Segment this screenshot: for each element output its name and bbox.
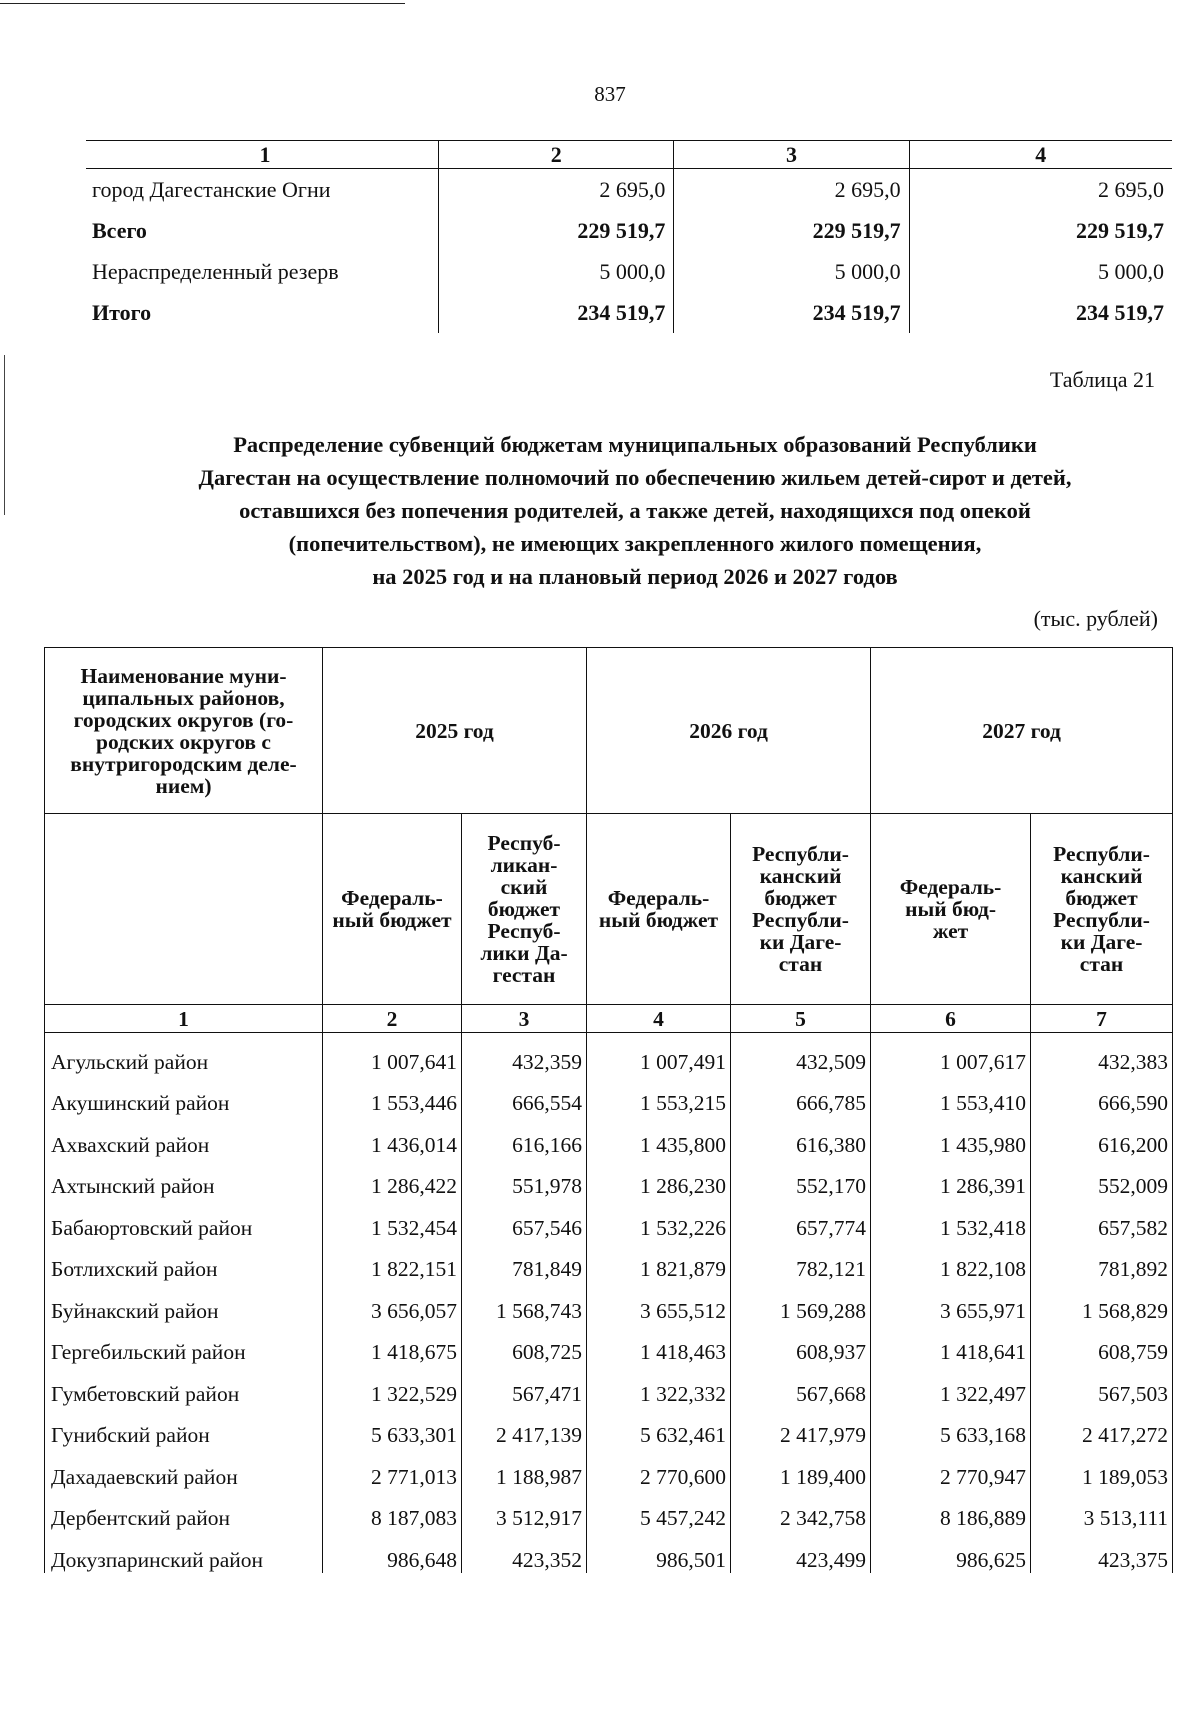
republic-budget-header: Республи- канский бюджет Республи- ки Даге- стан [731, 814, 871, 1005]
federal-2026-value: 1 435,800 [587, 1116, 731, 1158]
republic-2025-value: 608,725 [462, 1324, 587, 1366]
republic-2027-value: 567,503 [1031, 1365, 1173, 1407]
municipality-name: Дахадаевский район [45, 1448, 323, 1490]
budget-header-row [45, 814, 1173, 1005]
value-2026: 2 695,0 [674, 169, 909, 211]
republic-2026-value: 1 569,288 [731, 1282, 871, 1324]
federal-2027-value: 1 435,980 [871, 1116, 1031, 1158]
column-number: 5 [731, 1005, 871, 1033]
column-number: 4 [587, 1005, 731, 1033]
empty-header-cell [45, 814, 323, 1005]
continuation-col-header: 3 [674, 141, 909, 169]
federal-2027-value: 1 822,108 [871, 1241, 1031, 1283]
federal-2027-value: 2 770,947 [871, 1448, 1031, 1490]
republic-2025-value: 657,546 [462, 1199, 587, 1241]
federal-2026-value: 1 553,215 [587, 1075, 731, 1117]
federal-2026-value: 1 821,879 [587, 1241, 731, 1283]
republic-budget-header: Республи- канский бюджет Республи- ки Даге- стан [1031, 814, 1173, 1005]
table-row [45, 1116, 1173, 1158]
year-header-2025: 2025 год [323, 648, 587, 814]
federal-2025-value: 8 187,083 [323, 1490, 462, 1532]
table-row [45, 1490, 1173, 1532]
municipality-name: Гумбетовский район [45, 1365, 323, 1407]
municipality-name: Агульский район [45, 1033, 323, 1075]
federal-2025-value: 1 436,014 [323, 1116, 462, 1158]
republic-2026-value: 423,499 [731, 1531, 871, 1573]
region-name: Всего [92, 217, 147, 243]
republic-2026-value: 432,509 [731, 1033, 871, 1075]
municipality-name: Ахвахский район [45, 1116, 323, 1158]
republic-2026-value: 567,668 [731, 1365, 871, 1407]
federal-2027-value: 8 186,889 [871, 1490, 1031, 1532]
republic-2025-value: 3 512,917 [462, 1490, 587, 1532]
continuation-col-header: 2 [439, 141, 674, 169]
republic-budget-header: Респуб- ликан- ский бюджет Респуб- лики Да- гестан [462, 814, 587, 1005]
federal-2026-value: 1 418,463 [587, 1324, 731, 1366]
title-line: оставшихся без попечения родителей, а также детей, находящихся под опекой [239, 498, 1031, 523]
table-row [45, 1075, 1173, 1117]
republic-2025-value: 551,978 [462, 1158, 587, 1200]
value-2025: 2 695,0 [439, 169, 674, 211]
federal-2026-value: 986,501 [587, 1531, 731, 1573]
federal-2026-value: 1 007,491 [587, 1033, 731, 1075]
federal-2027-value: 5 633,168 [871, 1407, 1031, 1449]
federal-2025-value: 3 656,057 [323, 1282, 462, 1324]
municipality-name: Бабаюртовский район [45, 1199, 323, 1241]
value-2026: 229 519,7 [674, 210, 909, 251]
region-name: Нераспределенный резерв [92, 258, 339, 284]
table-row [45, 1324, 1173, 1366]
title-line: Распределение субвенций бюджетам муниципальных образований Республики [233, 432, 1037, 457]
table-row [45, 1033, 1173, 1075]
table-row [45, 1241, 1173, 1283]
federal-budget-header: Федераль- ный бюджет [587, 814, 731, 1005]
continuation-row [86, 210, 1172, 251]
margin-rule [4, 355, 5, 515]
municipality-name: Гунибский район [45, 1407, 323, 1449]
republic-2026-value: 2 342,758 [731, 1490, 871, 1532]
continuation-row [86, 251, 1172, 292]
table-row [45, 1282, 1173, 1324]
republic-2026-value: 666,785 [731, 1075, 871, 1117]
title-line: (попечительством), не имеющих закрепленного жилого помещения, [288, 531, 982, 556]
republic-2027-value: 781,892 [1031, 1241, 1173, 1283]
republic-2025-value: 2 417,139 [462, 1407, 587, 1449]
municipality-name: Гергебильский район [45, 1324, 323, 1366]
federal-2025-value: 986,648 [323, 1531, 462, 1573]
republic-2027-value: 608,759 [1031, 1324, 1173, 1366]
municipality-column-header: Наименование муни- ципальных районов, городских округов (го- родских округов с внутригородским деле- нием) [45, 648, 323, 814]
federal-budget-header: Федераль- ный бюд- жет [871, 814, 1031, 1005]
page-number: 837 [594, 82, 626, 106]
value-2027: 234 519,7 [909, 292, 1172, 333]
republic-2025-value: 1 188,987 [462, 1448, 587, 1490]
continuation-table [86, 140, 1172, 333]
republic-2026-value: 782,121 [731, 1241, 871, 1283]
federal-2025-value: 1 418,675 [323, 1324, 462, 1366]
republic-2027-value: 423,375 [1031, 1531, 1173, 1573]
title-line: на 2025 год и на плановый период 2026 и 2027 годов [372, 564, 898, 589]
federal-2026-value: 1 532,226 [587, 1199, 731, 1241]
continuation-row [86, 169, 1172, 211]
federal-2027-value: 1 553,410 [871, 1075, 1031, 1117]
year-header-2026: 2026 год [587, 648, 871, 814]
republic-2027-value: 552,009 [1031, 1158, 1173, 1200]
continuation-col-header: 4 [909, 141, 1172, 169]
federal-2027-value: 1 532,418 [871, 1199, 1031, 1241]
republic-2026-value: 552,170 [731, 1158, 871, 1200]
republic-2026-value: 608,937 [731, 1324, 871, 1366]
federal-2026-value: 1 322,332 [587, 1365, 731, 1407]
continuation-row [86, 292, 1172, 333]
municipality-name: Докузпаринский район [45, 1531, 323, 1573]
federal-2025-value: 2 771,013 [323, 1448, 462, 1490]
value-2026: 234 519,7 [674, 292, 909, 333]
column-number: 6 [871, 1005, 1031, 1033]
republic-2027-value: 3 513,111 [1031, 1490, 1173, 1532]
column-number: 1 [45, 1005, 323, 1033]
federal-2027-value: 1 322,497 [871, 1365, 1031, 1407]
top-rule [0, 3, 405, 4]
table-row [45, 1407, 1173, 1449]
value-2027: 229 519,7 [909, 210, 1172, 251]
federal-2026-value: 2 770,600 [587, 1448, 731, 1490]
continuation-header-row [86, 141, 1172, 169]
federal-2027-value: 1 007,617 [871, 1033, 1031, 1075]
column-number: 7 [1031, 1005, 1173, 1033]
federal-2027-value: 1 286,391 [871, 1158, 1031, 1200]
column-number: 2 [323, 1005, 462, 1033]
republic-2027-value: 666,590 [1031, 1075, 1173, 1117]
federal-2025-value: 1 007,641 [323, 1033, 462, 1075]
federal-2025-value: 1 286,422 [323, 1158, 462, 1200]
republic-2027-value: 1 568,829 [1031, 1282, 1173, 1324]
region-name: Итого [92, 299, 152, 325]
republic-2026-value: 2 417,979 [731, 1407, 871, 1449]
table-title [110, 428, 1160, 593]
republic-2025-value: 666,554 [462, 1075, 587, 1117]
republic-2025-value: 781,849 [462, 1241, 587, 1283]
republic-2025-value: 1 568,743 [462, 1282, 587, 1324]
table-label: Таблица 21 [1049, 367, 1155, 392]
republic-2025-value: 567,471 [462, 1365, 587, 1407]
municipality-name: Ботлихский район [45, 1241, 323, 1283]
table-row [45, 1448, 1173, 1490]
federal-2027-value: 3 655,971 [871, 1282, 1031, 1324]
federal-2025-value: 1 822,151 [323, 1241, 462, 1283]
republic-2027-value: 2 417,272 [1031, 1407, 1173, 1449]
column-number-row [45, 1005, 1173, 1033]
column-number: 3 [462, 1005, 587, 1033]
republic-2026-value: 616,380 [731, 1116, 871, 1158]
federal-2026-value: 5 457,242 [587, 1490, 731, 1532]
continuation-col-header: 1 [86, 141, 439, 169]
municipality-name: Акушинский район [45, 1075, 323, 1117]
value-2025: 5 000,0 [439, 251, 674, 292]
federal-2026-value: 5 632,461 [587, 1407, 731, 1449]
value-2027: 2 695,0 [909, 169, 1172, 211]
year-header-row [45, 648, 1173, 814]
republic-2025-value: 616,166 [462, 1116, 587, 1158]
republic-2027-value: 1 189,053 [1031, 1448, 1173, 1490]
value-2025: 234 519,7 [439, 292, 674, 333]
table-row [45, 1158, 1173, 1200]
municipality-name: Ахтынский район [45, 1158, 323, 1200]
table-row [45, 1531, 1173, 1573]
federal-2026-value: 3 655,512 [587, 1282, 731, 1324]
year-header-2027: 2027 год [871, 648, 1173, 814]
republic-2027-value: 657,582 [1031, 1199, 1173, 1241]
federal-2026-value: 1 286,230 [587, 1158, 731, 1200]
federal-2027-value: 1 418,641 [871, 1324, 1031, 1366]
units-label: (тыс. рублей) [1033, 606, 1158, 631]
municipality-name: Буйнакский район [45, 1282, 323, 1324]
federal-2025-value: 5 633,301 [323, 1407, 462, 1449]
republic-2026-value: 1 189,400 [731, 1448, 871, 1490]
federal-2025-value: 1 553,446 [323, 1075, 462, 1117]
municipality-name: Дербентский район [45, 1490, 323, 1532]
federal-2025-value: 1 322,529 [323, 1365, 462, 1407]
table-row [45, 1199, 1173, 1241]
title-line: Дагестан на осуществление полномочий по обеспечению жильем детей-сирот и детей, [198, 465, 1072, 490]
value-2025: 229 519,7 [439, 210, 674, 251]
region-name: город Дагестанские Огни [92, 176, 331, 202]
federal-2027-value: 986,625 [871, 1531, 1031, 1573]
federal-budget-header: Федераль- ный бюджет [323, 814, 462, 1005]
republic-2027-value: 616,200 [1031, 1116, 1173, 1158]
republic-2025-value: 423,352 [462, 1531, 587, 1573]
value-2026: 5 000,0 [674, 251, 909, 292]
value-2027: 5 000,0 [909, 251, 1172, 292]
federal-2025-value: 1 532,454 [323, 1199, 462, 1241]
table-row [45, 1365, 1173, 1407]
republic-2025-value: 432,359 [462, 1033, 587, 1075]
republic-2026-value: 657,774 [731, 1199, 871, 1241]
republic-2027-value: 432,383 [1031, 1033, 1173, 1075]
subvention-table [44, 647, 1173, 1573]
